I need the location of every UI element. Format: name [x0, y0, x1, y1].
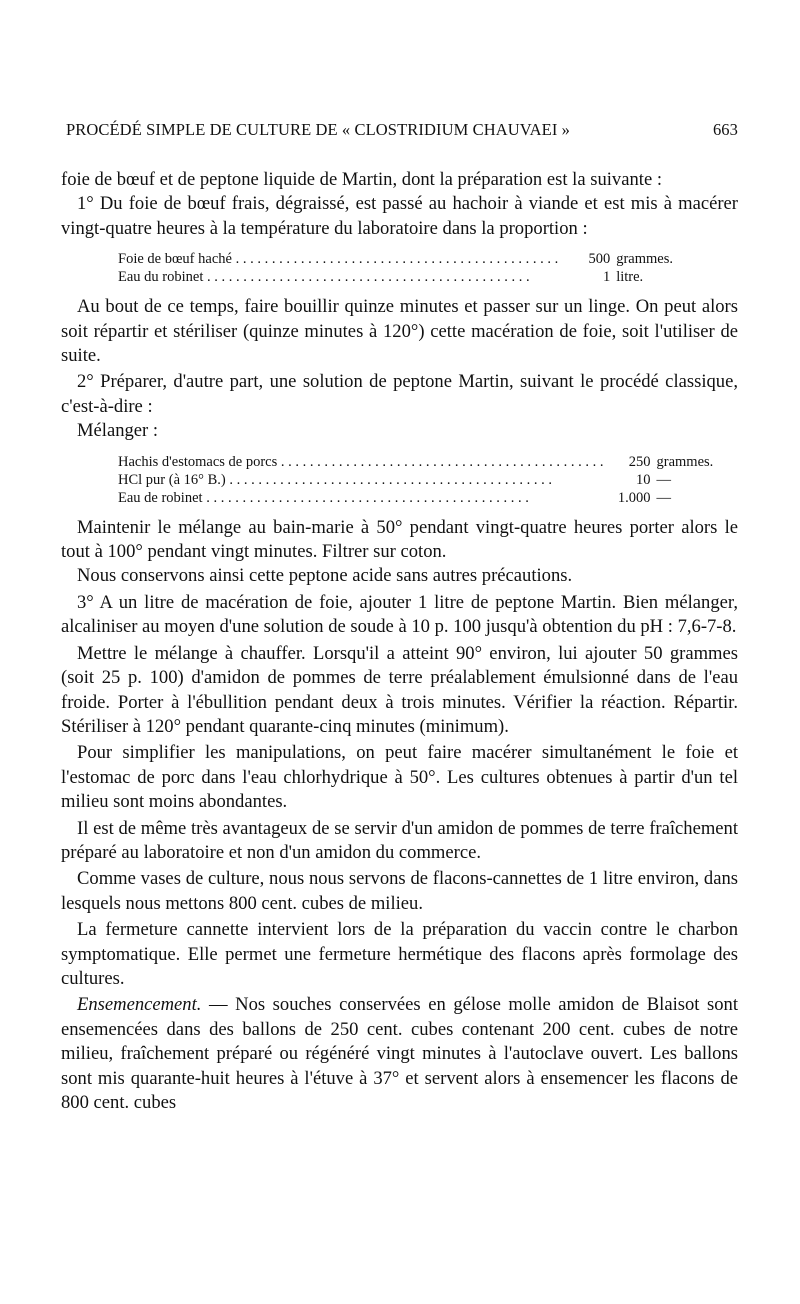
- ingredient-quantity: 500: [588, 251, 611, 268]
- paragraph: foie de bœuf et de peptone liquide de Martin, dont la préparation est la suivante :: [61, 169, 663, 190]
- ingredient-quantity: 1.000: [617, 489, 651, 506]
- running-title: PROCÉDÉ SIMPLE DE CULTURE DE « CLOSTRIDIUM CHAUVAEI »: [66, 120, 570, 139]
- dot-leader: [232, 251, 558, 267]
- paragraph: [61, 993, 738, 1115]
- section-heading-ensemencement: Ensemencement.: [77, 994, 202, 1016]
- table-row: [118, 489, 738, 507]
- ingredient-unit: grammes.: [656, 453, 714, 470]
- dot-leader: [277, 454, 603, 470]
- paragraph: Mélanger :: [77, 420, 159, 442]
- ingredient-quantity: 10: [636, 471, 651, 488]
- ingredient-unit: —: [656, 489, 672, 506]
- paragraph: Maintenir le mélange au bain-marie à 50° pendant vingt-quatre heures porter alors le tout à 100° pendant vingt minutes. Filtrer sur coton.: [61, 516, 738, 563]
- ingredient-unit: grammes.: [616, 251, 673, 268]
- paragraph: Comme vases de culture, nous nous servons de flacons-cannettes de 1 litre environ, dans lesquels nous mettons 800 cent. cubes de milieu.: [61, 868, 738, 914]
- page-number: 663: [712, 120, 738, 139]
- ingredient-quantity: 1: [602, 269, 611, 286]
- paragraph: Pour simplifier les manipulations, on peut faire macérer simultanément le foie et l'estomac de porc dans l'eau chlorhydrique à 50°. Les cultures obtenues à partir d'un tel milieu sont moins abondantes.: [61, 742, 738, 813]
- dot-leader: [203, 269, 529, 285]
- ingredient-label: Foie de bœuf haché: [118, 251, 232, 268]
- recipe-table-peptone: [118, 453, 738, 507]
- recipe-table-liver: [118, 250, 706, 286]
- ingredient-label: Eau du robinet: [118, 269, 204, 286]
- ingredient-unit: —: [656, 471, 672, 488]
- paragraph: Mettre le mélange à chauffer. Lorsqu'il a atteint 90° environ, lui ajouter 50 grammes (soit 25 p. 100) d'amidon de pommes de terre préalablement émulsionné dans de l'eau froide. Porter à l'ébullition pendant deux à trois minutes. Vérifier la réaction. Répartir. Stériliser à 120° pendant quarante-cinq minutes (minimum).: [61, 642, 738, 737]
- paragraph: La fermeture cannette intervient lors de la préparation du vaccin contre le charbon symptomatique. Elle permet une fermeture hermétique des flacons après formolage des cultures.: [61, 919, 738, 989]
- ingredient-unit: litre.: [616, 269, 644, 286]
- table-row: [118, 471, 738, 489]
- table-row: [118, 453, 738, 471]
- paragraph: Nous conservons ainsi cette peptone acide sans autres précautions.: [77, 565, 573, 587]
- table-row: [118, 250, 706, 268]
- table-row: [118, 268, 706, 286]
- paragraph: 2° Préparer, d'autre part, une solution de peptone Martin, suivant le procédé classique, c'est-à-dire :: [61, 371, 738, 417]
- ingredient-label: Eau de robinet: [118, 489, 203, 506]
- paragraph: Il est de même très avantageux de se servir d'un amidon de pommes de terre fraîchement préparé au laboratoire et non d'un amidon du commerce.: [61, 817, 738, 863]
- body-text: [61, 168, 738, 1115]
- paragraph: 3° A un litre de macération de foie, ajouter 1 litre de peptone Martin. Bien mélanger, alcaliniser au moyen d'une solution de soude à 10 p. 100 jusqu'à obtention du pH : 7,6-7-8.: [61, 591, 738, 638]
- running-header: [66, 120, 738, 144]
- paragraph: Au bout de ce temps, faire bouillir quinze minutes et passer sur un linge. On peut alors soit répartir et stériliser (quinze minutes à 120°) cette macération de foie, soit l'utiliser de suite.: [61, 296, 738, 367]
- dot-leader: [226, 472, 552, 488]
- dot-leader: [203, 490, 529, 506]
- paragraph: 1° Du foie de bœuf frais, dégraissé, est passé au hachoir à viande et est mis à macérer vingt-quatre heures à la température du laboratoire dans la proportion :: [61, 193, 738, 239]
- ingredient-label: Hachis d'estomacs de porcs: [118, 453, 278, 470]
- paragraph-text: — Nos souches conservées en gélose molle amidon de Blaisot sont ensemencées dans des ballons de 250 cent. cubes contenant 200 cent. cubes de notre milieu, fraîchement préparé ou régénéré vingt minutes à l'autoclave ouvert. Les ballons sont mis quarante-huit heures à l'étuve à 37° et servent alors à ensemencer les flacons de 800 cent. cubes: [61, 994, 738, 1113]
- ingredient-quantity: 250: [628, 453, 651, 470]
- ingredient-label: HCl pur (à 16° B.): [118, 471, 226, 488]
